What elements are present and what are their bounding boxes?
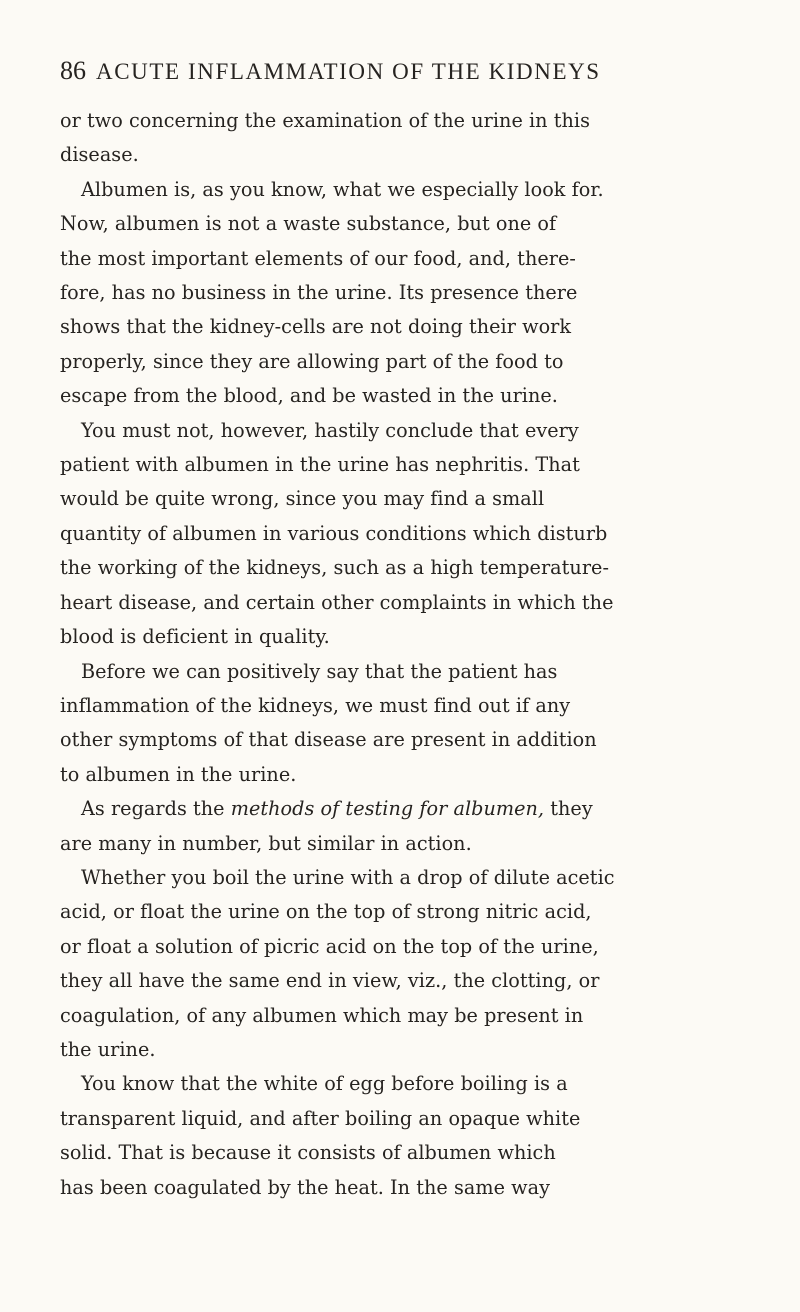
text-line: the working of the kidneys, such as a high temperature- [60, 556, 609, 580]
running-header [60, 56, 750, 94]
text-line: would be quite wrong, since you may find a small [60, 487, 545, 511]
text-line: the most important elements of our food, and, there- [60, 246, 576, 270]
text-line: blood is deficient in quality. [60, 625, 330, 649]
text-line: properly, since they are allowing part of the food to [60, 349, 564, 373]
text-line [60, 792, 750, 826]
text-line: to albumen in the urine. [60, 762, 297, 786]
text-line: Albumen is, as you know, what we especially look for. [81, 177, 604, 201]
text-run: As regards the [81, 797, 231, 821]
text-line: the urine. [60, 1037, 156, 1061]
page-number: 86 [60, 56, 86, 85]
text-line: escape from the blood, and be wasted in the urine. [60, 384, 558, 408]
text-run: they [544, 797, 593, 821]
text-line: other symptoms of that disease are present in addition [60, 728, 597, 752]
text-line: Whether you boil the urine with a drop of dilute acetic [81, 865, 615, 889]
text-line: they all have the same end in view, viz., the clotting, or [60, 969, 600, 993]
text-line: transparent liquid, and after boiling an opaque white [60, 1106, 581, 1130]
text-line: acid, or float the urine on the top of strong nitric acid, [60, 900, 592, 924]
text-line: are many in number, but similar in action. [60, 831, 472, 855]
paragraph [60, 861, 750, 1067]
text-line: Now, albumen is not a waste substance, but one of [60, 212, 557, 236]
text-line: has been coagulated by the heat. In the same way [60, 1175, 550, 1199]
text-line: Before we can positively say that the patient has [81, 659, 558, 683]
text-line: shows that the kidney-cells are not doing their work [60, 315, 572, 339]
paragraph [60, 104, 750, 173]
text-line: or two concerning the examination of the urine in this [60, 109, 590, 132]
text-line: patient with albumen in the urine has nephritis. That [60, 453, 580, 477]
italic-phrase: methods of testing for albumen, [230, 797, 545, 821]
paragraph [60, 1067, 750, 1205]
text-line: You know that the white of egg before boiling is a [81, 1072, 568, 1096]
text-line: solid. That is because it consists of albumen which [60, 1141, 556, 1165]
text-line: coagulation, of any albumen which may be present in [60, 1003, 584, 1027]
paragraph [60, 414, 750, 655]
paragraph [60, 655, 750, 793]
text-line: or float a solution of picric acid on the top of the urine, [60, 934, 599, 958]
text-line: heart disease, and certain other complaints in which the [60, 590, 614, 614]
running-title: ACUTE INFLAMMATION OF THE KIDNEYS [96, 59, 601, 84]
paragraph [60, 792, 750, 861]
text-line: quantity of albumen in various conditions which disturb [60, 521, 608, 545]
body-text [60, 104, 750, 1205]
paragraph [60, 173, 750, 414]
text-line: You must not, however, hastily conclude that every [81, 418, 579, 442]
text-line: disease. [60, 143, 139, 167]
text-line: inflammation of the kidneys, we must find out if any [60, 693, 571, 717]
text-line: fore, has no business in the urine. Its presence there [60, 281, 578, 305]
